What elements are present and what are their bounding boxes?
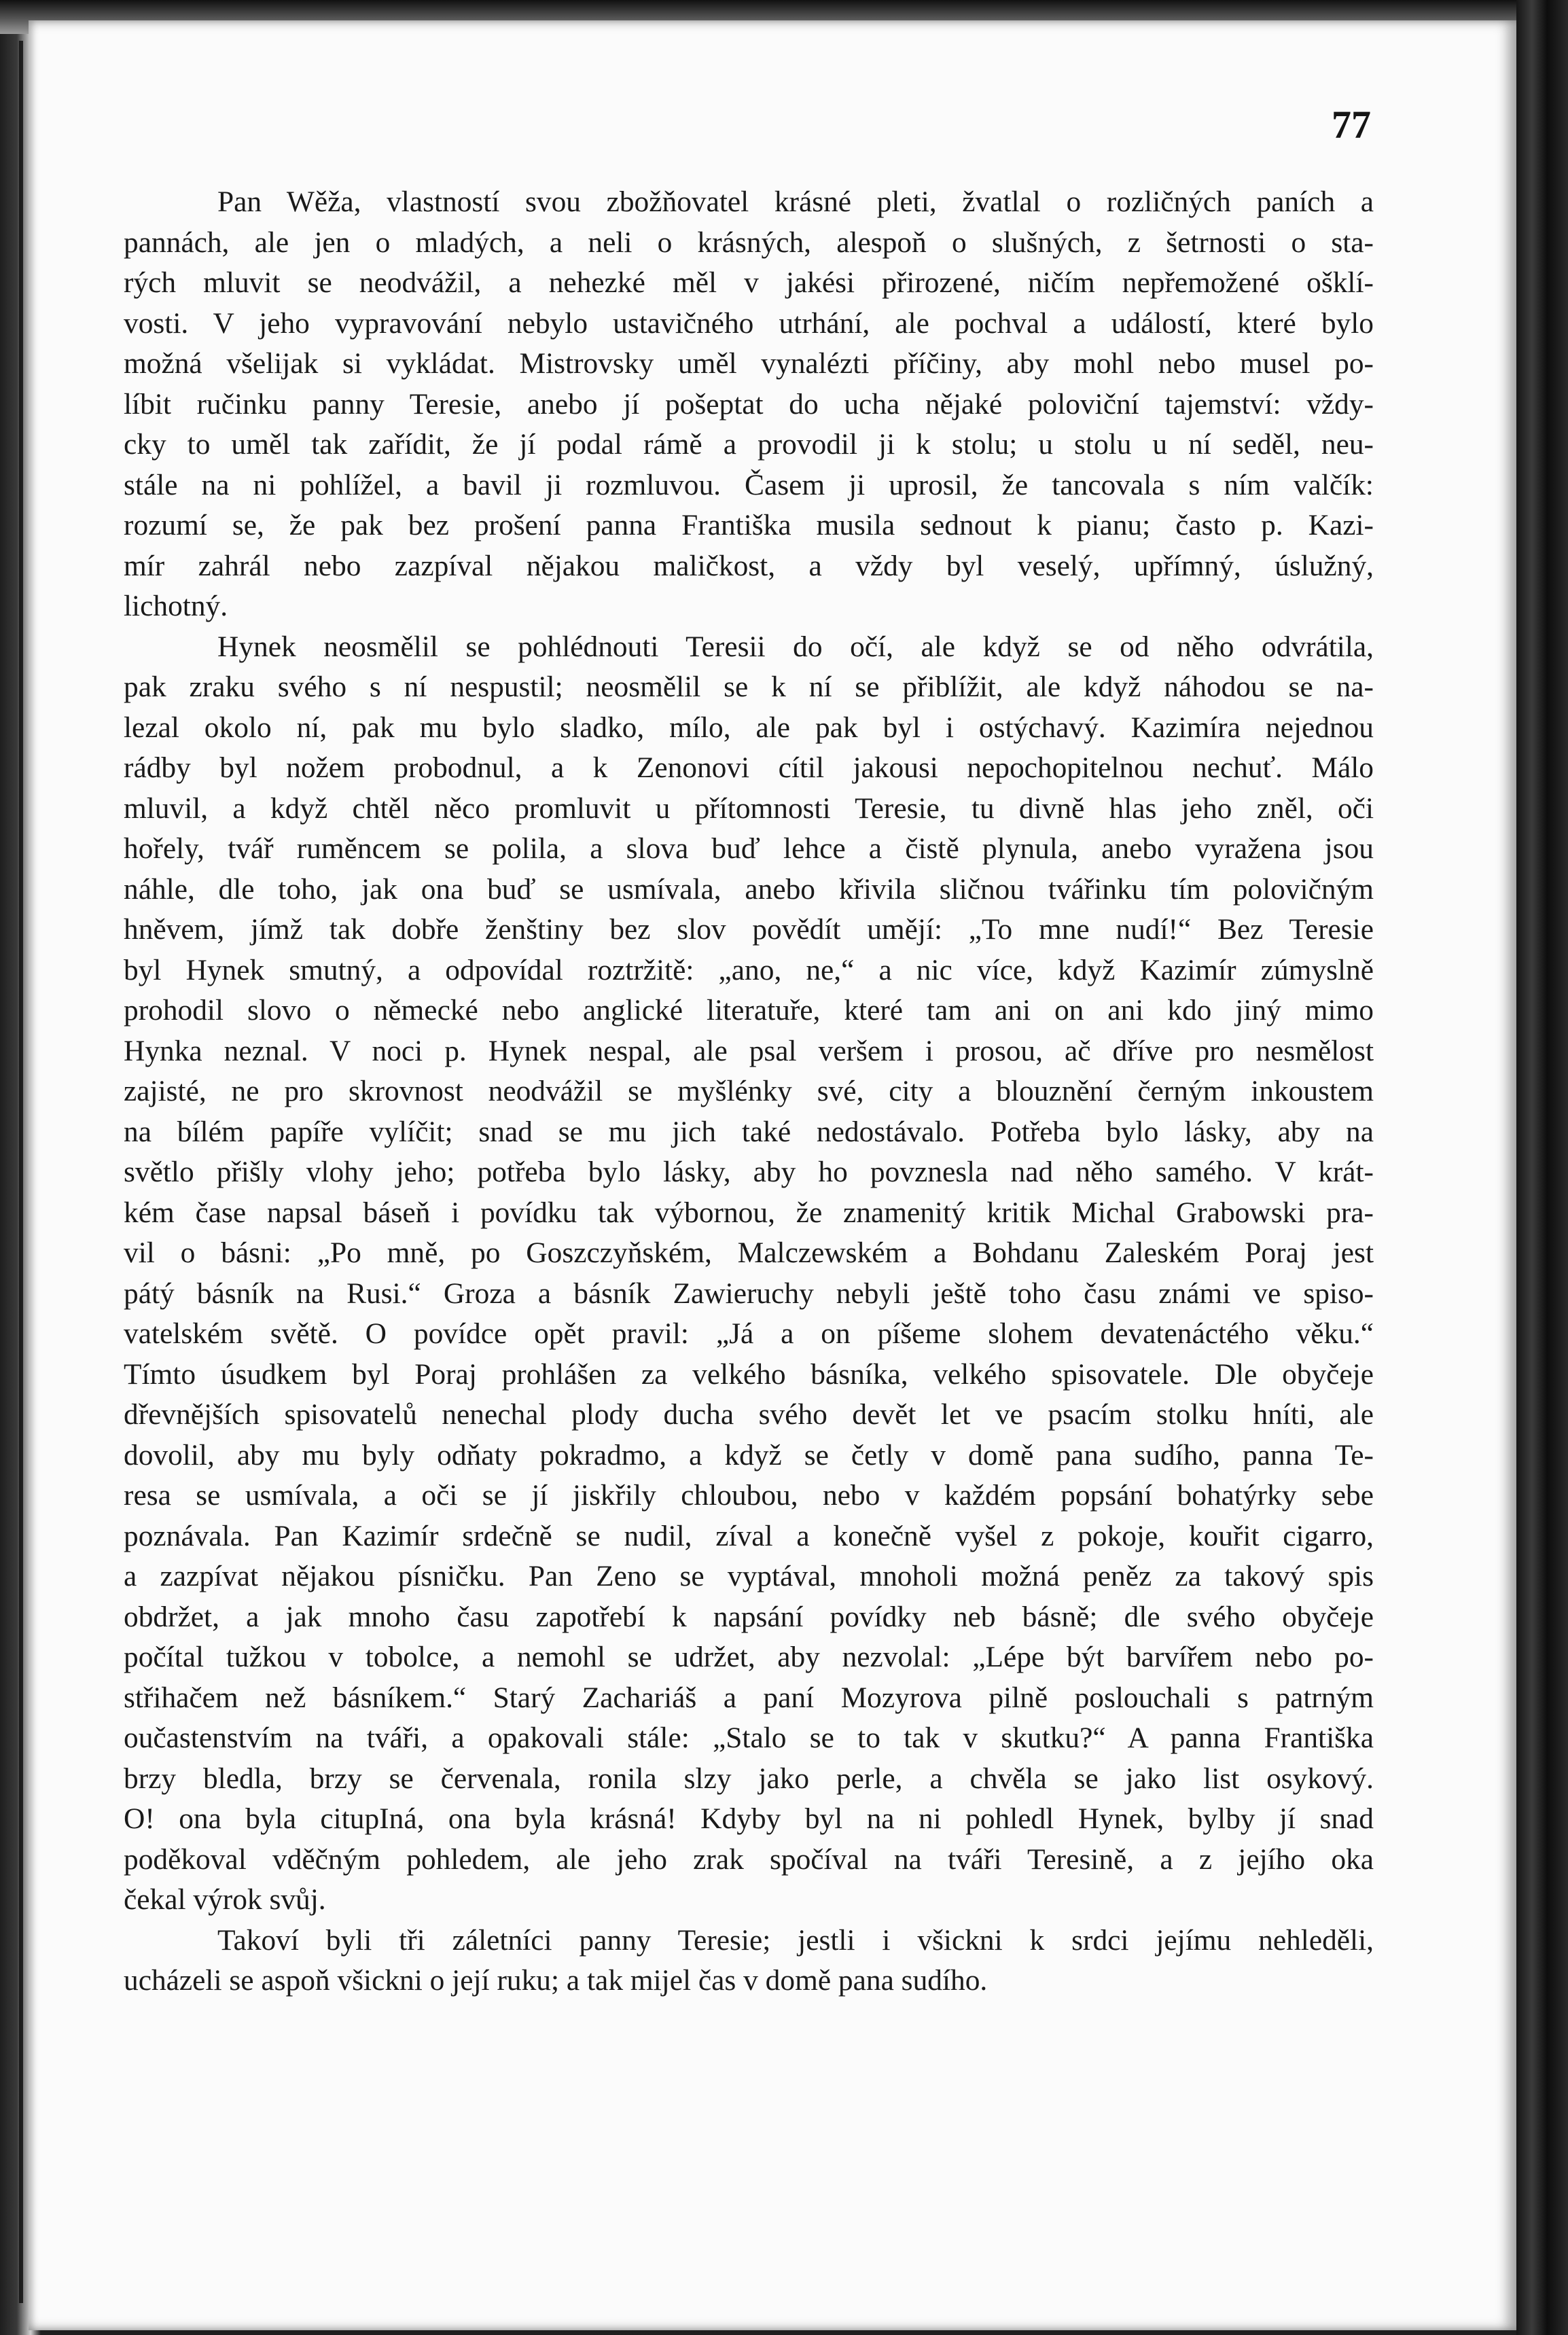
text-line: vatelském světě. O povídce opět pravil: „Já a on píšeme slohem devatenáctého věku.“ — [124, 1317, 1374, 1350]
text-line: poznávala. Pan Kazimír srdečně se nudil, zíval a konečně vyšel z pokoje, kouřit cigarro, — [124, 1519, 1374, 1552]
text-line: Hynek neosmělil se pohlédnouti Teresii do očí, ale když se od něho odvrátila, — [217, 630, 1374, 663]
scan-right-edge — [1516, 0, 1568, 2335]
text-line: mír zahrál nebo zazpíval nějakou maličkost, a vždy byl veselý, upřímný, úslužný, — [124, 549, 1374, 582]
text-line: O! ona byla citupIná, ona byla krásná! Kdyby byl na ni pohledl Hynek, bylby jí snad — [124, 1802, 1374, 1835]
text-line: cky to uměl tak zařídit, že jí podal rámě a provodil ji k stolu; u stolu u ní seděl, neu- — [124, 428, 1374, 461]
text-line: lichotný. — [124, 590, 228, 622]
text-line: čekal výrok svůj. — [124, 1883, 326, 1916]
text-line: hněvem, jímž tak dobře ženštiny bez slov povědít umějí: „To mne nudí!“ Bez Teresie — [124, 913, 1374, 946]
text-line: Takoví byli tři záletníci panny Teresie; jestli i všickni k srdci jejímu nehleděli, — [217, 1923, 1374, 1957]
text-line: byl Hynek smutný, a odpovídal roztržitě: „ano, ne,“ a nic více, když Kazimír zúmyslně — [124, 953, 1374, 986]
text-line: pátý básník na Rusi.“ Groza a básník Zawieruchy nebyli ještě toho času známi ve spiso- — [124, 1277, 1374, 1310]
text-line: pak zraku svého s ní nespustil; neosmělil se k ní se přiblížit, ale když náhodou se na- — [124, 671, 1374, 703]
text-line: možná všelijak si vykládat. Mistrovsky uměl vynalézti příčiny, aby mohl nebo musel po- — [124, 347, 1374, 380]
text-line: Hynka neznal. V noci p. Hynek nespal, ale psal veršem i prosou, ač dříve pro nesmělost — [124, 1034, 1374, 1067]
text-line: poděkoval vděčným pohledem, ale jeho zrak spočíval na tváři Teresině, a z jejího oka — [124, 1842, 1374, 1876]
text-line: oučastenstvím na tváři, a opakovali stále: „Stalo se to tak v skutku?“ A panna Františka — [124, 1722, 1374, 1754]
body-text — [124, 182, 1374, 2001]
text-line: světlo přišly vlohy jeho; potřeba bylo lásky, aby ho povznesla nad něho samého. V krát- — [124, 1156, 1374, 1188]
text-line: ucházeli se aspoň všickni o její ruku; a tak mijel čas v domě pana sudího. — [124, 1964, 988, 1997]
text-line: Pan Wěža, vlastností svou zbožňovatel krásné pleti, žvatlal o rozličných paních a — [217, 185, 1374, 218]
text-line: kém čase napsal báseň i povídku tak výbornou, že znamenitý kritik Michal Grabowski pra- — [124, 1196, 1374, 1229]
text-line: zajisté, ne pro skrovnost neodvážil se myšlénky své, city a blouznění černým inkoustem — [124, 1075, 1374, 1107]
text-line: a zazpívat nějakou písničku. Pan Zeno se vyptával, mnoholi možná peněz za takový spis — [124, 1560, 1374, 1592]
text-line: obdržet, a jak mnoho času zapotřebí k napsání povídky neb básně; dle svého obyčeje — [124, 1600, 1374, 1633]
binding-edge — [19, 41, 23, 2303]
text-line: rých mluvit se neodvážil, a nehezké měl v jakési přirozené, ničím nepřemožené ošklí- — [124, 266, 1374, 299]
text-line: vil o básni: „Po mně, po Goszczyňském, Malczewském a Bohdanu Zaleském Poraj jest — [124, 1236, 1374, 1269]
text-line: rozumí se, že pak bez prošení panna Františka musila sednout k pianu; často p. Kazi- — [124, 509, 1374, 541]
text-line: na bílém papíře vylíčit; snad se mu jich také nedostávalo. Potřeba bylo lásky, aby na — [124, 1115, 1374, 1148]
text-line: hořely, tvář ruměncem se polila, a slova buď lehce a čistě plynula, anebo vyražena jsou — [124, 832, 1374, 865]
text-line: mluvil, a když chtěl něco promluvit u přítomnosti Teresie, tu divně hlas jeho zněl, oči — [124, 791, 1374, 825]
text-line: resa se usmívala, a oči se jí jiskřily chloubou, nebo v každém popsání bohatýrky sebe — [124, 1479, 1374, 1512]
text-line: brzy bledla, brzy se červenala, ronila slzy jako perle, a chvěla se jako list osykový. — [124, 1762, 1374, 1795]
text-line: líbit ručinku panny Teresie, anebo jí pošeptat do ucha nějaké poloviční tajemství: vždy- — [124, 387, 1374, 421]
text-line: lezal okolo ní, pak mu bylo sladko, mílo, ale pak byl i ostýchavý. Kazimíra nejednou — [124, 711, 1374, 744]
text-line: náhle, dle toho, jak ona buď se usmívala, anebo křivila sličnou tvářinku tím polovičným — [124, 872, 1374, 906]
text-line: počítal tužkou v tobolce, a nemohl se udržet, aby nezvolal: „Lépe být barvířem nebo po- — [124, 1641, 1374, 1673]
text-line: stále na ni pohlížel, a bavil ji rozmluvou. Časem ji uprosil, že tancovala s ním valčík: — [124, 468, 1374, 501]
text-line: dovolil, aby mu byly odňaty pokradmo, a když se četly v domě pana sudího, panna Te- — [124, 1438, 1374, 1472]
text-line: rádby byl nožem probodnul, a k Zenonovi cítil jakousi nepochopitelnou nechuť. Málo — [124, 751, 1374, 784]
text-line: vosti. V jeho vypravování nebylo ustavičného utrhání, ale pochval a událostí, které bylo — [124, 306, 1374, 340]
page-number: 77 — [1332, 103, 1371, 147]
text-line: střihačem než básníkem.“ Starý Zachariáš a paní Mozyrova pilně poslouchali s patrným — [124, 1681, 1374, 1714]
text-line: Tímto úsudkem byl Poraj prohlášen za velkého básníka, velkého spisovatele. Dle obyčeje — [124, 1357, 1374, 1391]
text-line: prohodil slovo o německé nebo anglické literatuře, které tam ani on ani kdo jiný mimo — [124, 994, 1374, 1027]
text-line: pannách, ale jen o mladých, a neli o krásných, alespoň o slušných, z šetrnosti o sta- — [124, 226, 1374, 259]
text-line: dřevnějších spisovatelů nenechal plody ducha svého devět let ve psacím stolku hníti, ale — [124, 1398, 1374, 1431]
